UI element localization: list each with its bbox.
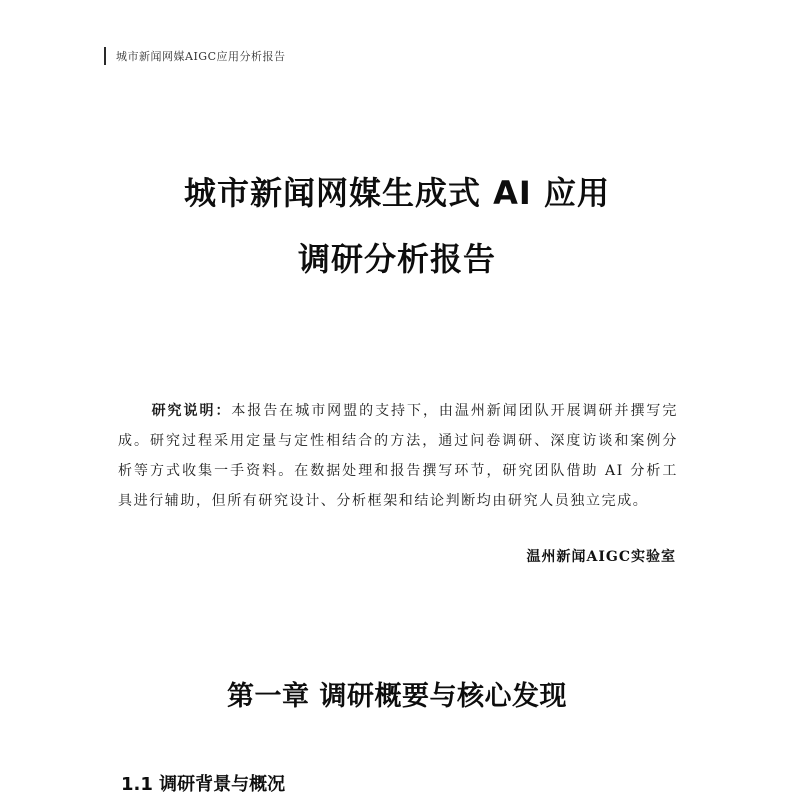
header-rule (104, 47, 106, 65)
chapter-title: 第一章 调研概要与核心发现 (227, 681, 567, 712)
report-title-line-2: 调研分析报告 (297, 240, 496, 278)
running-header (104, 46, 286, 66)
author-org: 温州新闻AIGC实验室 (526, 549, 676, 565)
research-note-text: 本报告在城市网盟的支持下，由温州新闻团队开展调研并撰写完成。研究过程采用定量与定性相结合的方法，通过问卷调研、深度访谈和案例分析等方式收集一手资料。在数据处理和报告撰写环节，研究团队借助 AI 分析工具进行辅助，但所有研究设计、分析框架和结论判断均由研究人员独立完成。 (118, 403, 678, 509)
report-title-line-1: 城市新闻网媒生成式 AI 应用 (184, 174, 610, 212)
section-title: 1.1 调研背景与概况 (121, 774, 286, 795)
report-title (0, 160, 794, 292)
running-header-title: 城市新闻网媒AIGC应用分析报告 (116, 50, 286, 63)
research-note-label: 研究说明： (151, 403, 232, 419)
research-note (118, 396, 678, 516)
